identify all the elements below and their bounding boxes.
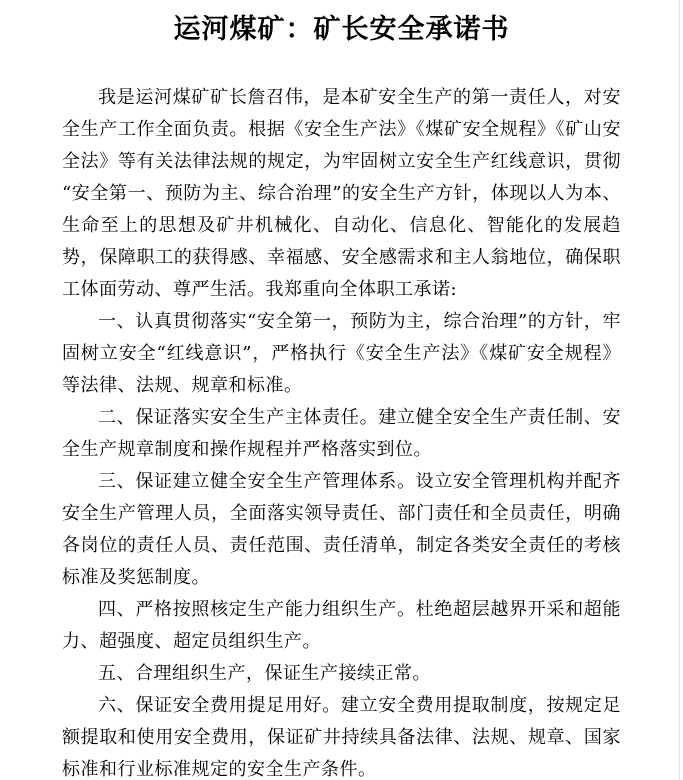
document-title: 运河煤矿：矿长安全承诺书: [173, 14, 510, 45]
paragraph-item-5: 五、合理组织生产，保证生产接续正常。: [98, 663, 431, 684]
page-edge-line: [679, 0, 680, 780]
paragraph-intro: 我是运河煤矿矿长詹召伟，是本矿安全生产的第一责任人，对安全生产工作全面负责。根据《安全生产法》《煤矿安全规程》《矿山安全法》等有关法律法规的规定，为牢固树立安全生产红线意识，贯彻“安全第一、预防为主、综合治理”的安全生产方针，体现以人为本、生命至上的思想及矿井机械化、自动化、信息化、智能化的发展趋势，保障职工的获得感、幸福感、安全感需求和主人翁地位，确保职工体面劳动、尊严生活。我郑重向全体职工承诺:: [62, 87, 621, 300]
paragraph-item-3: 三、保证建立健全安全生产管理体系。设立安全管理机构并配齐安全生产管理人员，全面落实领导责任、部门责任和全员责任，明确各岗位的责任人员、责任范围、责任清单，制定各类安全责任的考核标准及奖惩制度。: [62, 471, 621, 588]
paragraph-item-4: 四、严格按照核定生产能力组织生产。杜绝超层越界开采和超能力、超强度、超定员组织生产。: [62, 599, 621, 652]
paragraph-item-2: 二、保证落实安全生产主体责任。建立健全安全生产责任制、安全生产规章制度和操作规程并严格落实到位。: [62, 407, 621, 460]
paragraph-item-1: 一、认真贯彻落实“安全第一，预防为主，综合治理”的方针，牢固树立安全“红线意识”，严格执行《安全生产法》《煤矿安全规程》等法律、法规、规章和标准。: [62, 311, 621, 396]
paragraph-item-6: 六、保证安全费用提足用好。建立安全费用提取制度，按规定足额提取和使用安全费用，保证矿井持续具备法律、法规、规章、国家标准和行业标准规定的安全生产条件。: [62, 695, 621, 780]
